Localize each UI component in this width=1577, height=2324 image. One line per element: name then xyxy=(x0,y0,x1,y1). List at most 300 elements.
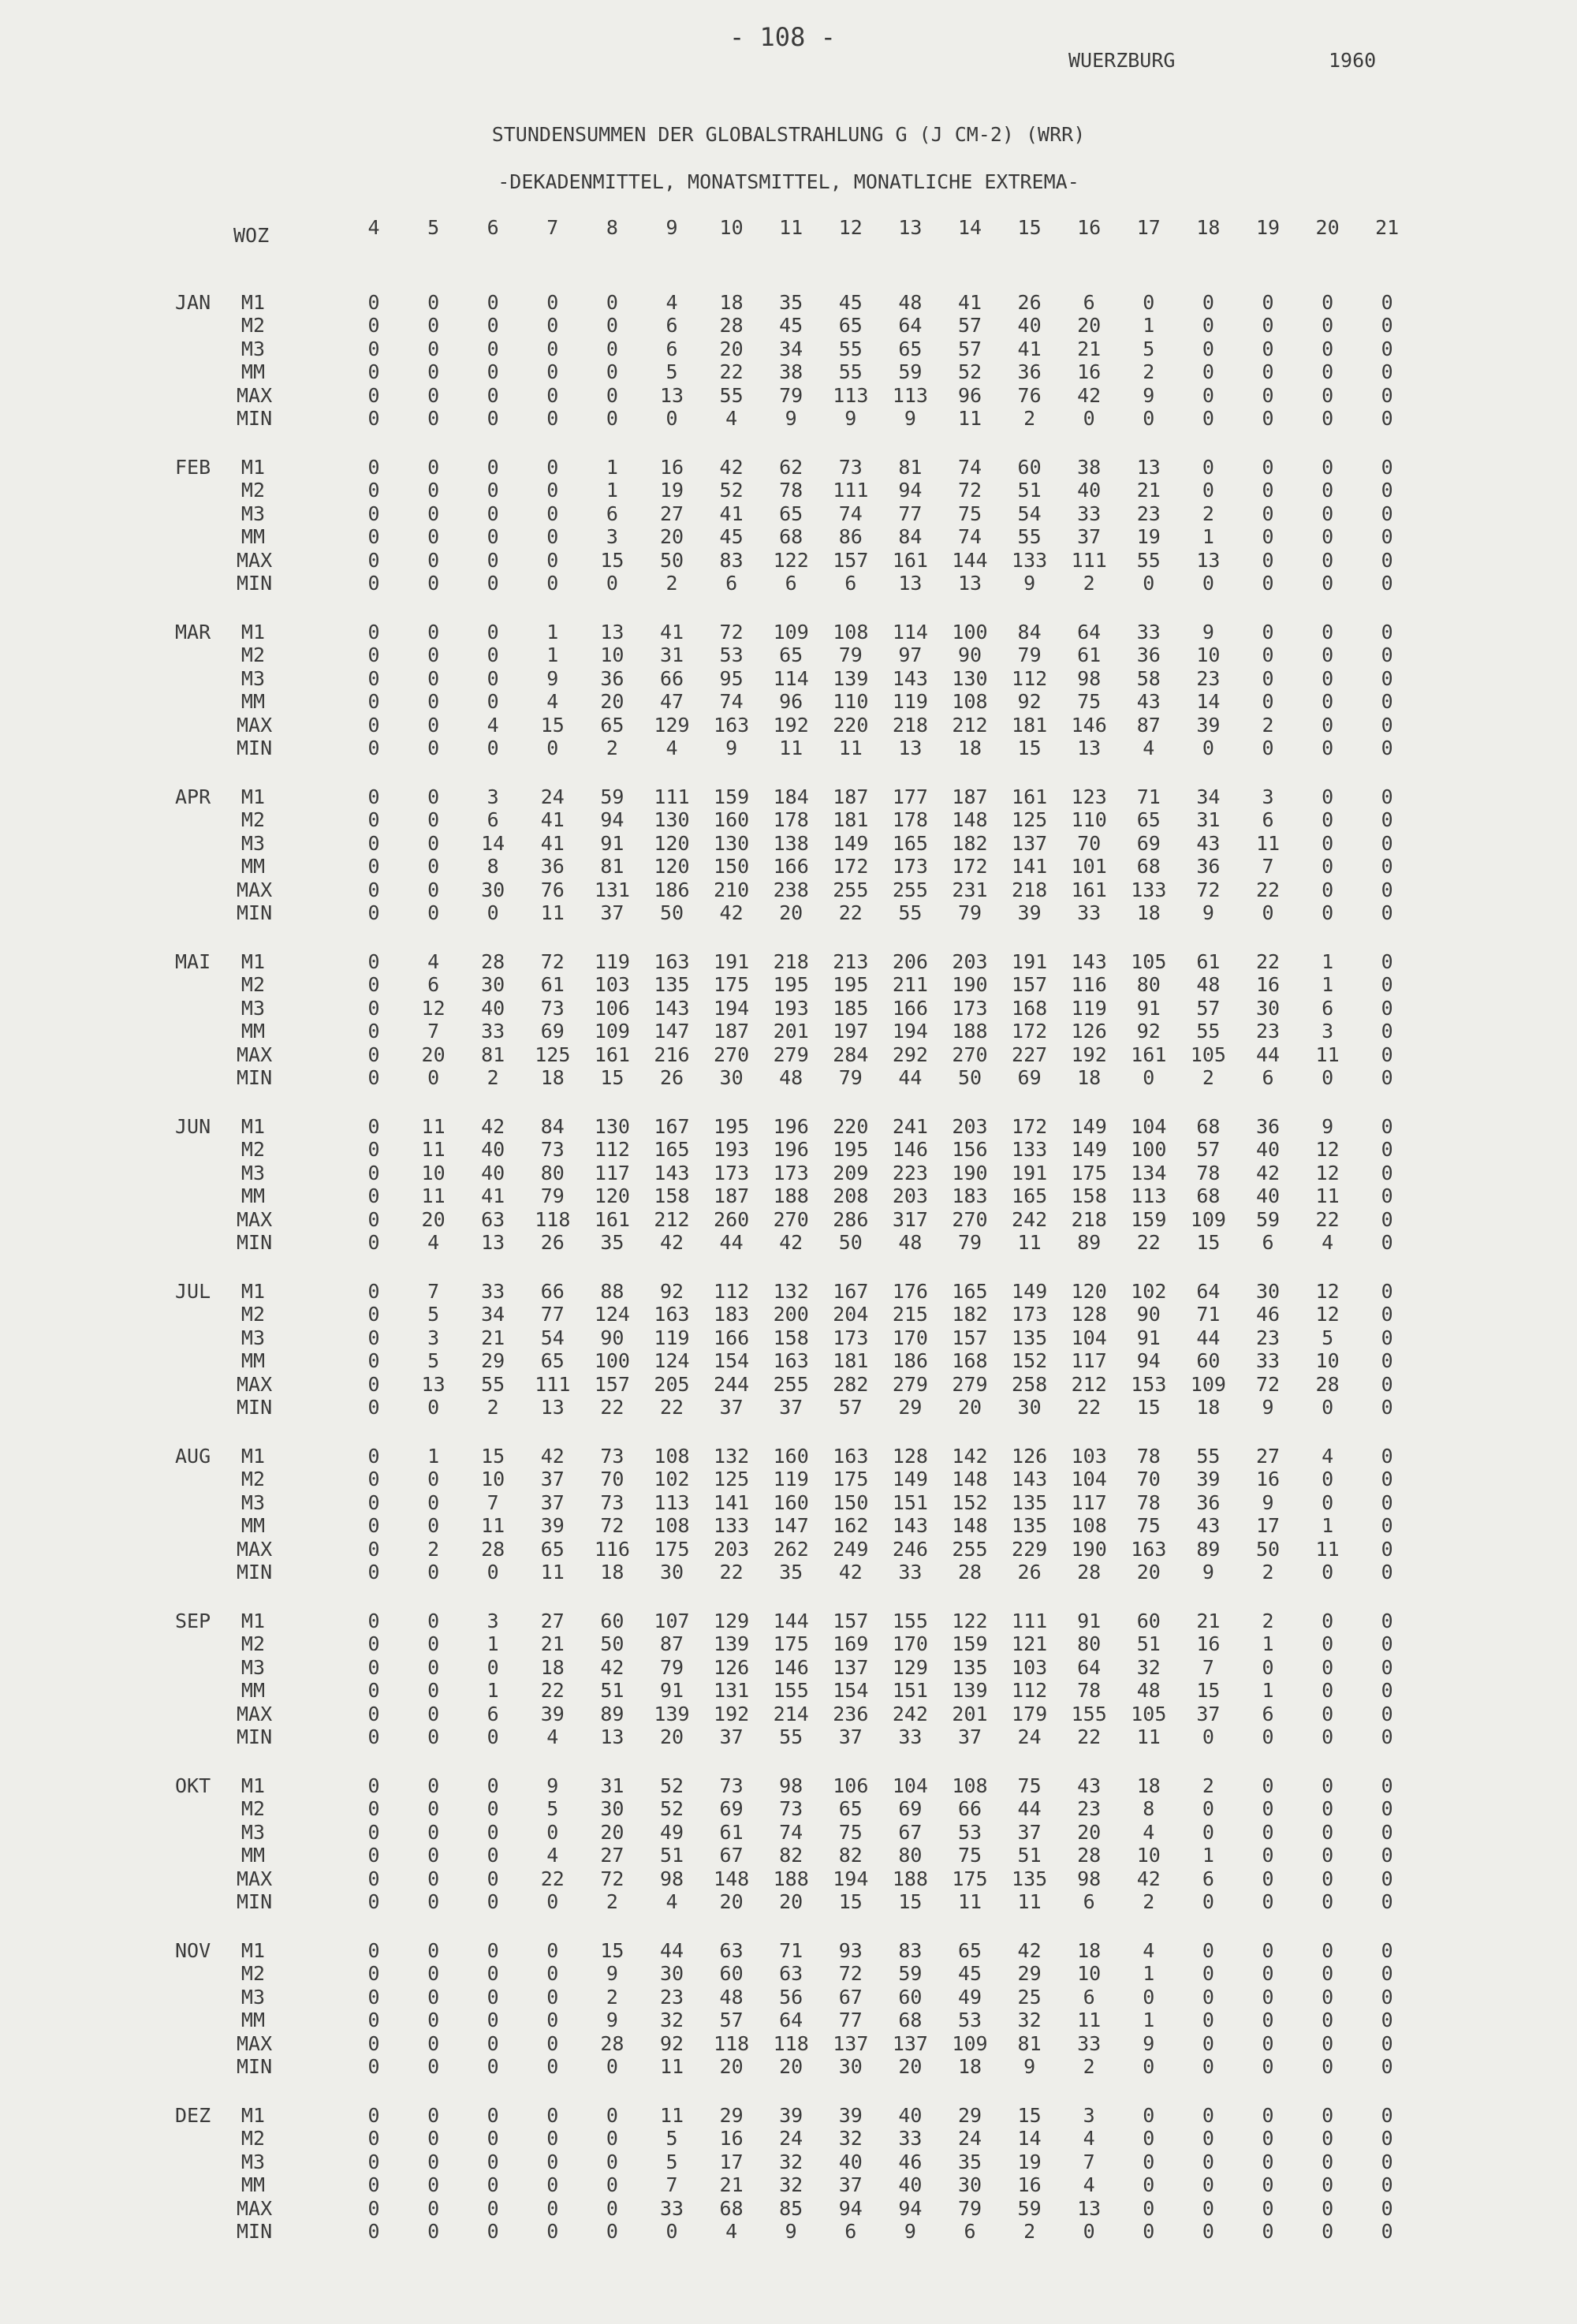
table-cell: 0 xyxy=(1143,2219,1155,2243)
table-cell: 0 xyxy=(367,878,380,901)
table-cell: 9 xyxy=(1023,571,1036,595)
table-cell: 0 xyxy=(1262,2009,1274,2032)
table-cell: 223 xyxy=(892,1161,928,1184)
table-cell: 125 xyxy=(714,1468,750,1491)
table-cell: 68 xyxy=(1196,1184,1221,1208)
table-cell: 109 xyxy=(952,2031,988,2055)
table-cell: 0 xyxy=(367,1610,380,1632)
table-cell: 163 xyxy=(654,950,690,973)
month-name: OKT xyxy=(175,1774,211,1797)
hour-header-cell: 19 xyxy=(1255,216,1281,239)
table-cell: 0 xyxy=(367,1844,380,1867)
table-cell: 1 xyxy=(606,479,618,502)
table-cell: 44 xyxy=(898,1065,923,1089)
table-cell: 7 xyxy=(665,2173,678,2197)
table-cell: 0 xyxy=(427,1985,440,2009)
table-cell: 21 xyxy=(1077,337,1102,360)
table-cell: 0 xyxy=(367,2219,380,2243)
table-cell: 137 xyxy=(892,2031,928,2055)
table-cell: 0 xyxy=(1381,831,1393,855)
table-cell: 0 xyxy=(427,571,440,595)
table-cell: 29 xyxy=(481,1349,505,1373)
table-cell: 192 xyxy=(1071,1043,1107,1066)
table-cell: 0 xyxy=(367,901,380,924)
table-cell: 6 xyxy=(427,973,440,997)
row-label: M1 xyxy=(240,1774,265,1797)
table-cell: 35 xyxy=(779,291,803,314)
table-cell: 0 xyxy=(367,1939,380,1962)
table-cell: 317 xyxy=(892,1207,928,1231)
table-cell: 0 xyxy=(1322,1962,1334,1986)
table-cell: 0 xyxy=(1381,996,1393,1020)
table-row xyxy=(0,1066,1577,1089)
table-cell: 30 xyxy=(481,973,505,997)
table-cell: 18 xyxy=(957,2054,982,2078)
table-cell: 0 xyxy=(1322,2009,1334,2032)
table-cell: 4 xyxy=(665,1889,678,1913)
table-row xyxy=(0,2104,1577,2127)
table-cell: 151 xyxy=(892,1679,928,1703)
table-cell: 117 xyxy=(1071,1349,1107,1373)
table-cell: 44 xyxy=(1017,1797,1042,1821)
table-row xyxy=(0,2151,1577,2173)
table-cell: 0 xyxy=(1262,456,1274,479)
table-cell: 143 xyxy=(1071,950,1107,973)
table-cell: 102 xyxy=(654,1468,690,1491)
hour-header-cell: 12 xyxy=(838,216,863,239)
table-cell: 0 xyxy=(367,456,380,479)
table-cell: 75 xyxy=(1017,1774,1042,1797)
table-cell: 47 xyxy=(659,690,684,714)
table-cell: 163 xyxy=(714,713,750,737)
table-cell: 0 xyxy=(1262,2219,1274,2243)
table-cell: 111 xyxy=(654,785,690,808)
table-cell: 105 xyxy=(1190,1043,1226,1066)
table-cell: 148 xyxy=(714,1867,750,1890)
table-cell: 7 xyxy=(1083,2150,1095,2173)
table-cell: 0 xyxy=(546,337,559,360)
table-cell: 0 xyxy=(427,1867,440,1890)
table-cell: 131 xyxy=(714,1679,750,1703)
table-row xyxy=(0,878,1577,901)
table-cell: 169 xyxy=(833,1632,869,1656)
table-cell: 30 xyxy=(1017,1395,1042,1419)
table-cell: 30 xyxy=(838,2054,863,2078)
table-cell: 9 xyxy=(1322,1115,1334,1138)
month-name: APR xyxy=(175,785,211,808)
table-cell: 87 xyxy=(1136,713,1161,737)
table-cell: 9 xyxy=(904,406,916,430)
table-cell: 0 xyxy=(1322,666,1334,690)
table-row xyxy=(0,1208,1577,1231)
table-cell: 29 xyxy=(1017,1962,1042,1986)
table-cell: 128 xyxy=(1071,1303,1107,1326)
table-cell: 11 xyxy=(779,736,803,759)
table-cell: 73 xyxy=(540,1138,565,1162)
row-label: M3 xyxy=(240,1161,265,1184)
table-cell: 74 xyxy=(779,1820,803,1844)
table-cell: 81 xyxy=(898,456,923,479)
table-cell: 0 xyxy=(427,1490,440,1514)
table-cell: 59 xyxy=(600,785,624,808)
table-cell: 9 xyxy=(1023,2054,1036,2078)
table-cell: 9 xyxy=(546,666,559,690)
table-cell: 0 xyxy=(427,736,440,759)
table-cell: 92 xyxy=(659,1280,684,1303)
table-cell: 5 xyxy=(546,1797,559,1821)
table-cell: 183 xyxy=(714,1303,750,1326)
table-cell: 203 xyxy=(892,1184,928,1208)
table-cell: 65 xyxy=(540,1349,565,1373)
table-cell: 0 xyxy=(1322,785,1334,808)
table-cell: 96 xyxy=(957,383,982,407)
table-cell: 0 xyxy=(1202,406,1214,430)
table-cell: 55 xyxy=(898,901,923,924)
table-cell: 0 xyxy=(546,2150,559,2173)
table-cell: 0 xyxy=(487,1985,499,2009)
month-block xyxy=(0,1115,1577,1280)
table-cell: 0 xyxy=(367,1207,380,1231)
table-cell: 148 xyxy=(952,808,988,832)
table-cell: 134 xyxy=(1131,1161,1167,1184)
table-cell: 60 xyxy=(898,1985,923,2009)
table-cell: 0 xyxy=(367,502,380,525)
row-label: M3 xyxy=(240,1820,265,1844)
table-cell: 112 xyxy=(714,1280,750,1303)
row-label: MIN xyxy=(237,1889,273,1913)
table-cell: 76 xyxy=(1017,383,1042,407)
table-cell: 55 xyxy=(719,383,744,407)
table-cell: 0 xyxy=(367,406,380,430)
table-cell: 78 xyxy=(1077,1679,1102,1703)
table-cell: 108 xyxy=(833,621,869,643)
table-cell: 11 xyxy=(421,1184,446,1208)
table-cell: 0 xyxy=(1202,314,1214,338)
table-row xyxy=(0,1491,1577,1514)
table-cell: 0 xyxy=(1381,1655,1393,1679)
table-cell: 159 xyxy=(1131,1207,1167,1231)
table-cell: 9 xyxy=(606,1962,618,1986)
table-cell: 215 xyxy=(892,1303,928,1326)
table-cell: 3 xyxy=(427,1326,440,1349)
table-cell: 30 xyxy=(1255,1280,1281,1303)
table-cell: 0 xyxy=(665,2219,678,2243)
table-cell: 39 xyxy=(779,2104,803,2127)
table-cell: 46 xyxy=(1255,1303,1281,1326)
table-cell: 22 xyxy=(1077,1395,1102,1419)
table-cell: 141 xyxy=(714,1490,750,1514)
table-cell: 37 xyxy=(1017,1820,1042,1844)
table-cell: 173 xyxy=(833,1326,869,1349)
table-cell: 61 xyxy=(1077,643,1102,667)
table-cell: 0 xyxy=(546,291,559,314)
table-cell: 270 xyxy=(714,1043,750,1066)
table-cell: 18 xyxy=(1136,901,1161,924)
table-cell: 0 xyxy=(1262,736,1274,759)
table-cell: 236 xyxy=(833,1702,869,1725)
table-cell: 3 xyxy=(487,785,499,808)
table-cell: 0 xyxy=(427,2196,440,2220)
month-name: SEP xyxy=(175,1610,211,1632)
table-cell: 0 xyxy=(1381,1115,1393,1138)
hour-header-cell: 11 xyxy=(779,216,803,239)
table-cell: 56 xyxy=(779,1985,803,2009)
table-cell: 0 xyxy=(546,2104,559,2127)
row-label: MM xyxy=(240,360,265,384)
table-cell: 9 xyxy=(844,406,857,430)
table-cell: 0 xyxy=(1143,2196,1155,2220)
table-cell: 22 xyxy=(719,360,744,384)
table-cell: 0 xyxy=(1381,1797,1393,1821)
table-cell: 18 xyxy=(1196,1395,1221,1419)
table-cell: 286 xyxy=(833,1207,869,1231)
table-cell: 122 xyxy=(952,1610,988,1632)
table-cell: 0 xyxy=(487,1867,499,1890)
table-cell: 148 xyxy=(952,1514,988,1538)
row-label: MM xyxy=(240,1679,265,1703)
table-cell: 34 xyxy=(779,337,803,360)
table-cell: 70 xyxy=(1136,1468,1161,1491)
table-cell: 30 xyxy=(719,1065,744,1089)
table-cell: 190 xyxy=(952,973,988,997)
table-cell: 0 xyxy=(1202,2054,1214,2078)
table-cell: 50 xyxy=(659,548,684,572)
table-cell: 53 xyxy=(957,1820,982,1844)
table-cell: 25 xyxy=(1017,1985,1042,2009)
table-cell: 0 xyxy=(1143,1985,1155,2009)
table-cell: 68 xyxy=(719,2196,744,2220)
row-label: MM xyxy=(240,1844,265,1867)
table-cell: 0 xyxy=(1262,479,1274,502)
table-cell: 143 xyxy=(1012,1468,1048,1491)
table-cell: 0 xyxy=(427,548,440,572)
table-cell: 75 xyxy=(957,1844,982,1867)
table-cell: 244 xyxy=(714,1372,750,1396)
table-cell: 67 xyxy=(719,1844,744,1867)
table-cell: 157 xyxy=(952,1326,988,1349)
table-cell: 6 xyxy=(487,808,499,832)
table-row xyxy=(0,1162,1577,1184)
table-cell: 0 xyxy=(1322,2219,1334,2243)
table-cell: 21 xyxy=(481,1326,505,1349)
table-cell: 0 xyxy=(1262,1985,1274,2009)
table-cell: 23 xyxy=(1255,1326,1281,1349)
table-cell: 13 xyxy=(957,571,982,595)
table-cell: 61 xyxy=(719,1820,744,1844)
row-label: MAX xyxy=(237,2031,273,2055)
table-cell: 105 xyxy=(1131,950,1167,973)
table-cell: 0 xyxy=(1381,1537,1393,1561)
table-cell: 10 xyxy=(600,643,624,667)
table-cell: 135 xyxy=(1012,1514,1048,1538)
row-label: M1 xyxy=(240,2104,265,2127)
table-cell: 108 xyxy=(952,690,988,714)
table-cell: 65 xyxy=(1136,808,1161,832)
table-cell: 52 xyxy=(659,1797,684,1821)
month-block xyxy=(0,621,1577,785)
table-cell: 9 xyxy=(904,2219,916,2243)
table-cell: 22 xyxy=(1315,1207,1340,1231)
table-cell: 0 xyxy=(427,2127,440,2151)
table-cell: 0 xyxy=(1381,1820,1393,1844)
table-cell: 39 xyxy=(540,1514,565,1538)
table-cell: 214 xyxy=(773,1702,809,1725)
table-cell: 36 xyxy=(600,666,624,690)
table-cell: 57 xyxy=(719,2009,744,2032)
table-cell: 153 xyxy=(1131,1372,1167,1396)
table-cell: 77 xyxy=(838,2009,863,2032)
table-cell: 67 xyxy=(898,1820,923,1844)
table-cell: 105 xyxy=(1131,1702,1167,1725)
table-cell: 0 xyxy=(367,690,380,714)
table-cell: 282 xyxy=(833,1372,869,1396)
table-cell: 0 xyxy=(427,1065,440,1089)
table-cell: 0 xyxy=(367,1537,380,1561)
row-label: MAX xyxy=(237,1702,273,1725)
table-cell: 0 xyxy=(427,2054,440,2078)
table-cell: 7 xyxy=(487,1490,499,1514)
row-label: MM xyxy=(240,1020,265,1043)
table-cell: 139 xyxy=(833,666,869,690)
month-block xyxy=(0,1774,1577,1939)
table-cell: 48 xyxy=(1136,1679,1161,1703)
table-cell: 187 xyxy=(952,785,988,808)
table-cell: 22 xyxy=(1255,878,1281,901)
table-cell: 186 xyxy=(892,1349,928,1373)
table-cell: 0 xyxy=(367,1043,380,1066)
table-cell: 40 xyxy=(481,996,505,1020)
table-cell: 0 xyxy=(427,1725,440,1748)
table-cell: 91 xyxy=(1077,1610,1102,1632)
table-cell: 57 xyxy=(957,314,982,338)
table-cell: 113 xyxy=(1131,1184,1167,1208)
table-cell: 147 xyxy=(773,1514,809,1538)
table-cell: 126 xyxy=(1012,1445,1048,1468)
table-row xyxy=(0,1396,1577,1419)
table-cell: 161 xyxy=(594,1043,630,1066)
table-cell: 65 xyxy=(540,1537,565,1561)
table-cell: 32 xyxy=(1017,2009,1042,2032)
table-cell: 11 xyxy=(838,736,863,759)
table-row xyxy=(0,1445,1577,1468)
table-cell: 0 xyxy=(1202,1985,1214,2009)
table-cell: 37 xyxy=(1077,525,1102,549)
table-cell: 126 xyxy=(714,1655,750,1679)
table-cell: 57 xyxy=(1196,1138,1221,1162)
table-cell: 0 xyxy=(1322,1774,1334,1797)
table-row xyxy=(0,1468,1577,1490)
table-row xyxy=(0,1679,1577,1702)
table-cell: 0 xyxy=(487,2009,499,2032)
row-label: MAX xyxy=(237,2196,273,2220)
row-label: M1 xyxy=(240,1280,265,1303)
table-cell: 0 xyxy=(546,2219,559,2243)
table-cell: 160 xyxy=(773,1490,809,1514)
table-cell: 85 xyxy=(779,2196,803,2220)
table-cell: 68 xyxy=(779,525,803,549)
table-cell: 0 xyxy=(427,2150,440,2173)
table-cell: 16 xyxy=(1255,973,1281,997)
table-cell: 13 xyxy=(481,1230,505,1254)
table-cell: 15 xyxy=(600,1939,624,1962)
table-cell: 0 xyxy=(1262,2127,1274,2151)
row-label: M2 xyxy=(240,1468,265,1491)
table-cell: 0 xyxy=(1322,1679,1334,1703)
table-cell: 123 xyxy=(1071,785,1107,808)
table-cell: 33 xyxy=(481,1020,505,1043)
table-cell: 50 xyxy=(838,1230,863,1254)
month-name: FEB xyxy=(175,456,211,479)
table-cell: 128 xyxy=(892,1445,928,1468)
table-cell: 0 xyxy=(1381,502,1393,525)
table-cell: 79 xyxy=(838,1065,863,1089)
table-cell: 71 xyxy=(1136,785,1161,808)
hour-header-cell: 6 xyxy=(487,216,499,239)
table-cell: 78 xyxy=(1136,1445,1161,1468)
table-cell: 55 xyxy=(838,337,863,360)
table-cell: 30 xyxy=(481,878,505,901)
table-cell: 20 xyxy=(719,2054,744,2078)
table-cell: 28 xyxy=(481,950,505,973)
row-label: M3 xyxy=(240,2150,265,2173)
table-cell: 0 xyxy=(1322,571,1334,595)
table-cell: 9 xyxy=(785,2219,797,2243)
table-cell: 79 xyxy=(957,901,982,924)
table-cell: 81 xyxy=(600,855,624,878)
table-cell: 53 xyxy=(719,643,744,667)
table-cell: 6 xyxy=(1083,1889,1095,1913)
table-cell: 17 xyxy=(1255,1514,1281,1538)
table-cell: 218 xyxy=(1012,878,1048,901)
table-cell: 69 xyxy=(898,1797,923,1821)
table-cell: 11 xyxy=(1315,1537,1340,1561)
table-cell: 13 xyxy=(421,1372,446,1396)
table-cell: 170 xyxy=(892,1632,928,1656)
table-cell: 19 xyxy=(659,479,684,502)
table-cell: 20 xyxy=(600,690,624,714)
table-cell: 0 xyxy=(1202,736,1214,759)
table-row xyxy=(0,2197,1577,2220)
table-cell: 161 xyxy=(892,548,928,572)
table-cell: 0 xyxy=(367,291,380,314)
table-cell: 4 xyxy=(1143,736,1155,759)
table-cell: 94 xyxy=(600,808,624,832)
table-cell: 138 xyxy=(773,831,809,855)
table-cell: 0 xyxy=(427,1632,440,1656)
table-cell: 55 xyxy=(838,360,863,384)
table-cell: 22 xyxy=(540,1679,565,1703)
table-cell: 73 xyxy=(838,456,863,479)
table-cell: 0 xyxy=(367,950,380,973)
table-cell: 13 xyxy=(1136,456,1161,479)
table-cell: 50 xyxy=(957,1065,982,1089)
table-cell: 40 xyxy=(838,2150,863,2173)
table-cell: 165 xyxy=(952,1280,988,1303)
table-row xyxy=(0,1774,1577,1797)
table-cell: 0 xyxy=(1202,337,1214,360)
table-cell: 3 xyxy=(487,1610,499,1632)
table-cell: 147 xyxy=(654,1020,690,1043)
table-cell: 79 xyxy=(957,2196,982,2220)
table-cell: 28 xyxy=(1315,1372,1340,1396)
table-cell: 43 xyxy=(1077,1774,1102,1797)
table-cell: 9 xyxy=(1202,1560,1214,1584)
table-cell: 10 xyxy=(481,1468,505,1491)
table-cell: 175 xyxy=(773,1632,809,1656)
table-cell: 0 xyxy=(1262,1797,1274,1821)
table-cell: 193 xyxy=(773,996,809,1020)
table-cell: 135 xyxy=(654,973,690,997)
